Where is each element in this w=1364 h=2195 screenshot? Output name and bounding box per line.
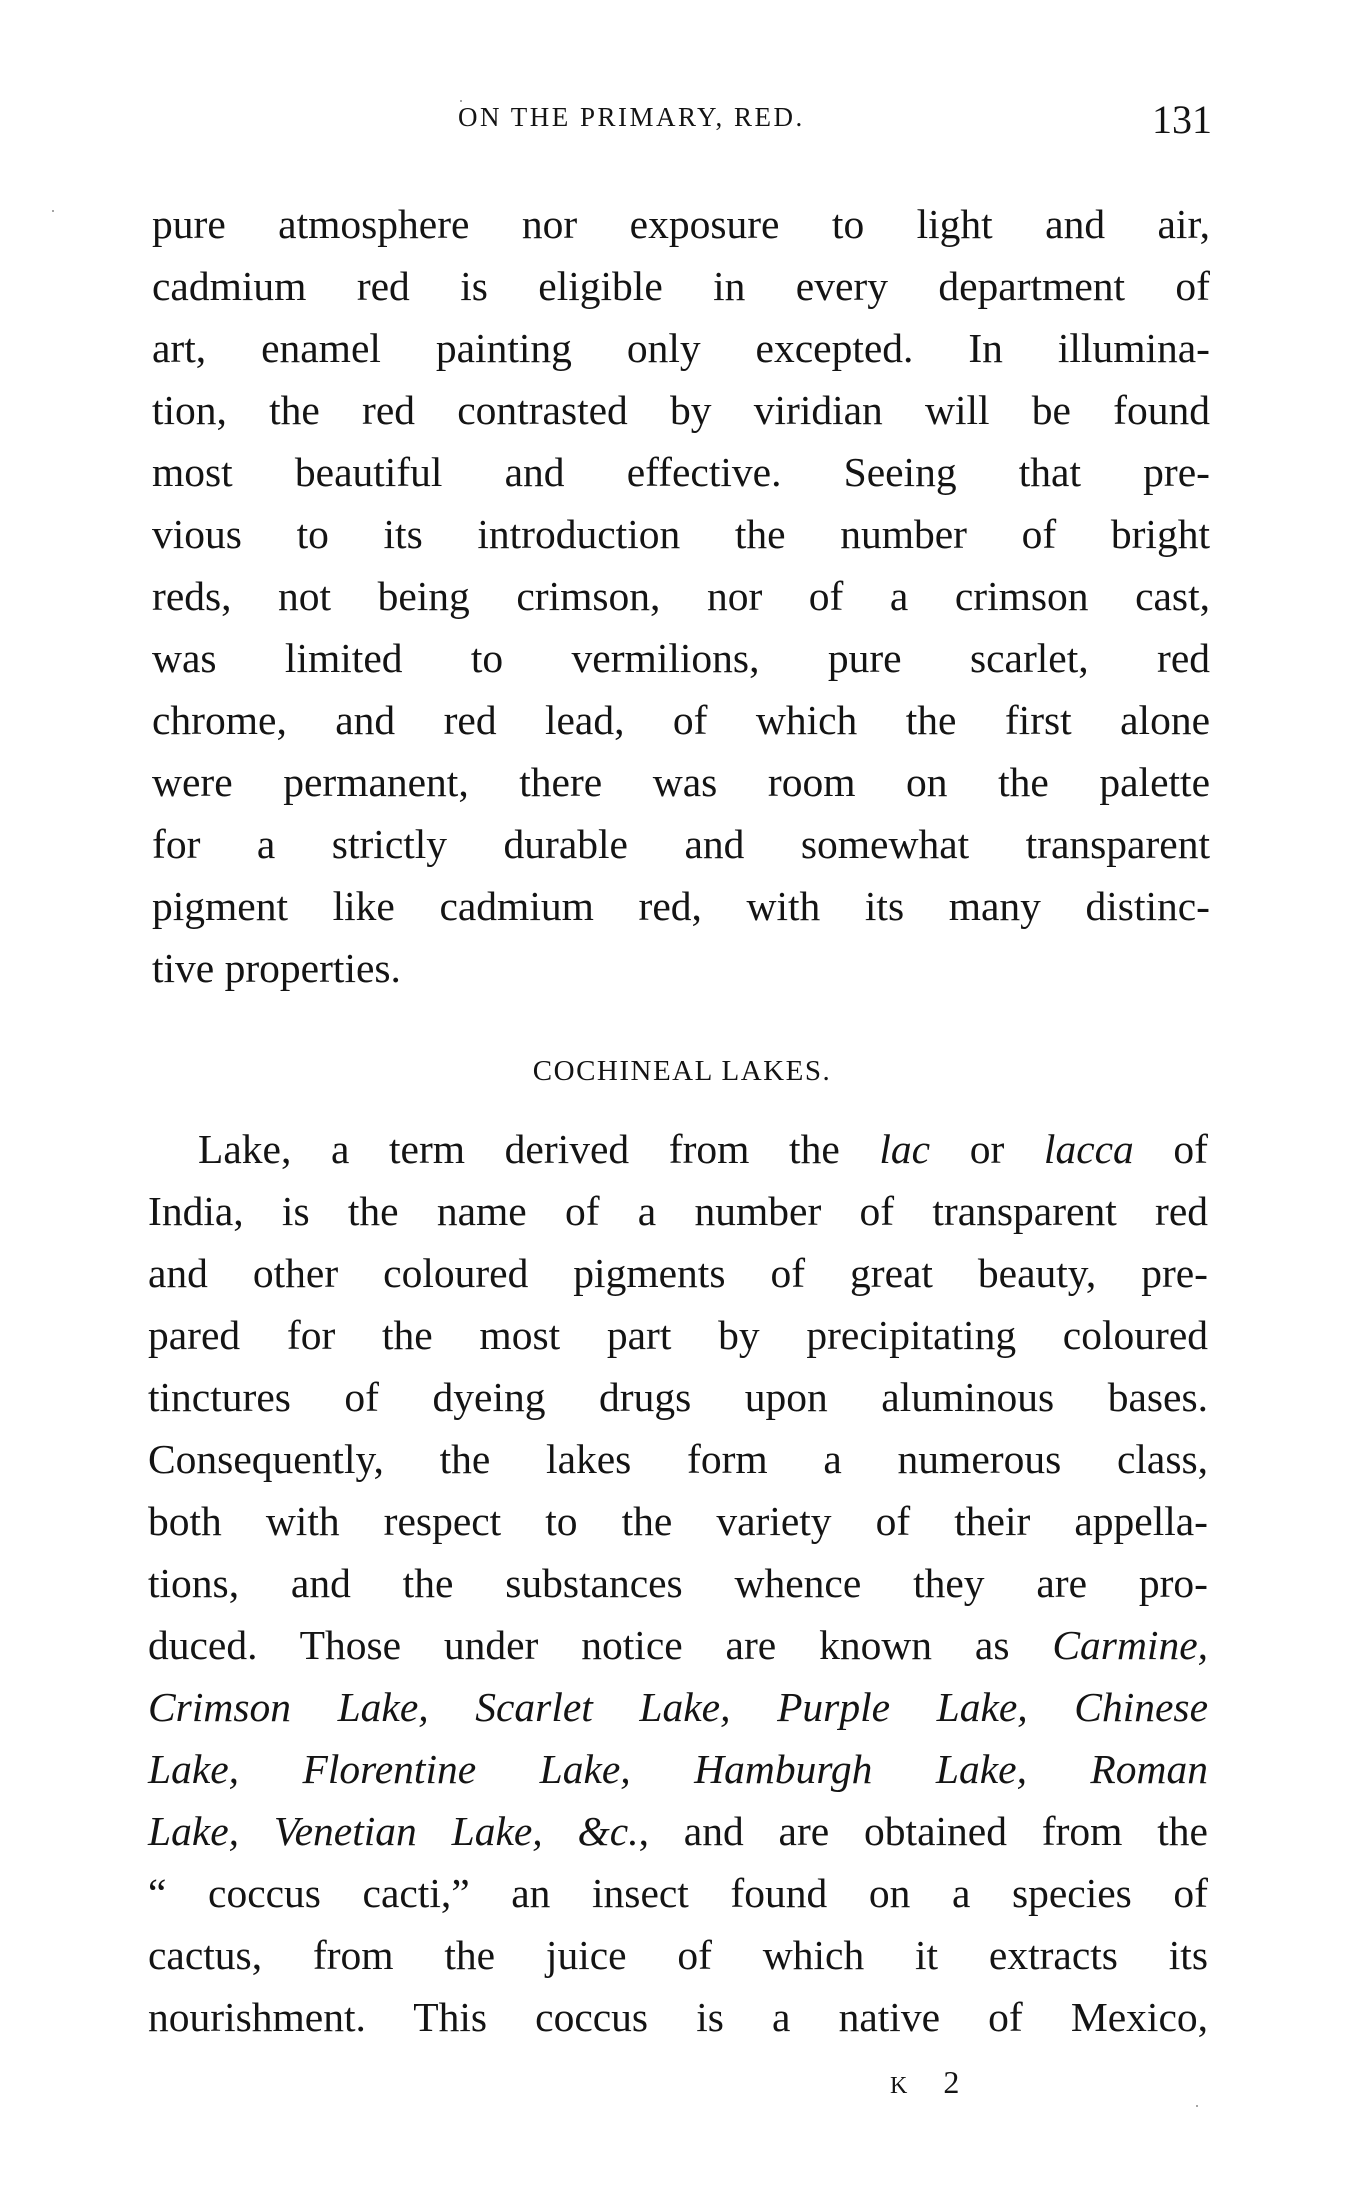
text-line: Consequently, the lakes form a numerous class, bbox=[148, 1436, 1208, 1482]
text-line: India, is the name of a number of transparent red bbox=[148, 1188, 1208, 1234]
text-line: were permanent, there was room on the palette bbox=[152, 759, 1210, 805]
italic-term: Crimson Lake, Scarlet Lake, Purple Lake, Chinese bbox=[148, 1684, 1208, 1730]
text-line: pigment like cadmium red, with its many distinc- bbox=[152, 883, 1210, 929]
text-line: “ coccus cacti,” an insect found on a species of bbox=[148, 1870, 1208, 1916]
text-line: tion, the red contrasted by viridian will be found bbox=[152, 387, 1210, 433]
text-line: pure atmosphere nor exposure to light and air, bbox=[152, 201, 1210, 247]
text-line: both with respect to the variety of their appella- bbox=[148, 1498, 1208, 1544]
running-title: ON THE PRIMARY, RED. bbox=[458, 102, 805, 132]
text-line: nourishment. This coccus is a native of Mexico, bbox=[148, 1994, 1208, 2040]
scan-speck bbox=[52, 210, 54, 212]
signature-letter: K bbox=[890, 2073, 922, 2099]
italic-term: Lake, Florentine Lake, Hamburgh Lake, Roman bbox=[148, 1746, 1208, 1792]
italic-term: Lake, Venetian Lake, &c. bbox=[148, 1808, 639, 1854]
text-line bbox=[148, 1738, 1208, 1800]
text-line: was limited to vermilions, pure scarlet, red bbox=[152, 635, 1210, 681]
scan-speck bbox=[1196, 2105, 1198, 2107]
text-line bbox=[148, 1614, 1208, 1676]
text-run: duced. Those under notice are known as bbox=[148, 1622, 1053, 1668]
text-line bbox=[148, 1800, 1208, 1862]
signature-mark bbox=[890, 2064, 973, 2101]
text-line: and other coloured pigments of great beauty, pre- bbox=[148, 1250, 1208, 1296]
text-line: tions, and the substances whence they are pro- bbox=[148, 1560, 1208, 1606]
text-line: for a strictly durable and somewhat transparent bbox=[152, 821, 1210, 867]
text-line: vious to its introduction the number of bright bbox=[152, 511, 1210, 557]
italic-term: lac bbox=[879, 1126, 931, 1172]
text-run: or bbox=[930, 1126, 1044, 1172]
text-line: tinctures of dyeing drugs upon aluminous bases. bbox=[148, 1374, 1208, 1420]
text-line bbox=[148, 1676, 1208, 1738]
page-number: 131 bbox=[1152, 97, 1212, 142]
text-line: chrome, and red lead, of which the first alone bbox=[152, 697, 1210, 743]
text-line: most beautiful and effective. Seeing that pre- bbox=[152, 449, 1210, 495]
paragraph-cochineal-lakes bbox=[148, 1118, 1208, 2048]
text-line bbox=[148, 1118, 1208, 1180]
italic-term: Carmine, bbox=[1052, 1622, 1208, 1668]
text-run: of bbox=[1133, 1126, 1208, 1172]
text-line: cactus, from the juice of which it extracts its bbox=[148, 1932, 1208, 1978]
italic-term: lacca bbox=[1043, 1126, 1134, 1172]
signature-number: 2 bbox=[943, 2064, 974, 2100]
text-line: tive properties. bbox=[152, 945, 401, 991]
running-head bbox=[150, 96, 1212, 146]
paragraph-cadmium-red bbox=[152, 193, 1210, 999]
text-line: art, enamel painting only excepted. In illumina- bbox=[152, 325, 1210, 371]
text-line: reds, not being crimson, nor of a crimson cast, bbox=[152, 573, 1210, 619]
section-heading: COCHINEAL LAKES. bbox=[532, 1055, 832, 1087]
text-line: pared for the most part by precipitating coloured bbox=[148, 1312, 1208, 1358]
scan-speck bbox=[460, 100, 462, 102]
text-run: Lake, a term derived from the bbox=[198, 1126, 880, 1172]
text-line: cadmium red is eligible in every department of bbox=[152, 263, 1210, 309]
text-run: , and are obtained from the bbox=[638, 1808, 1208, 1854]
